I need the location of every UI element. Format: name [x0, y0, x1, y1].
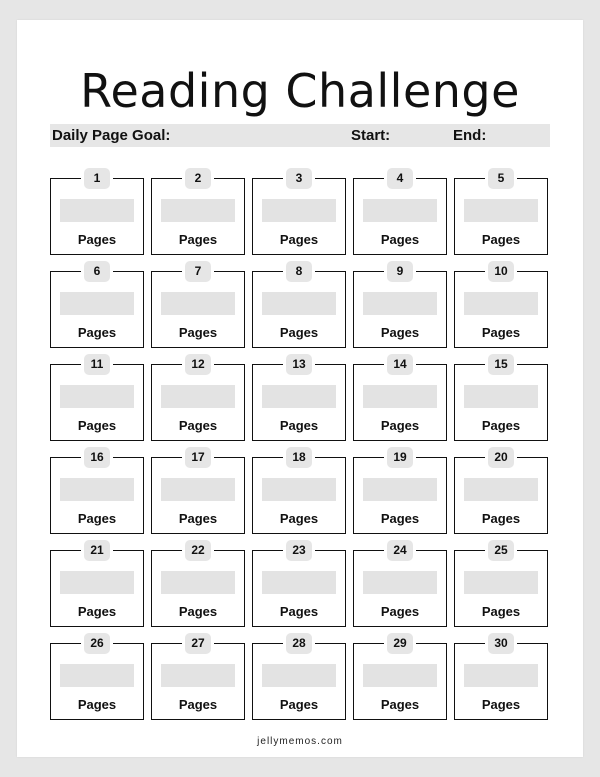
pages-label: Pages: [77, 604, 117, 619]
day-number-badge: 12: [185, 354, 211, 375]
day-number-badge: 9: [387, 261, 413, 282]
day-cell: [353, 264, 447, 348]
pages-entry-field[interactable]: [262, 385, 336, 408]
day-cell: [454, 636, 548, 720]
pages-entry-field[interactable]: [363, 571, 437, 594]
pages-entry-field[interactable]: [464, 571, 538, 594]
pages-label: Pages: [77, 697, 117, 712]
pages-label: Pages: [481, 604, 521, 619]
day-cell: [151, 636, 245, 720]
day-grid: [50, 20, 550, 757]
pages-entry-field[interactable]: [161, 664, 235, 687]
pages-entry-field[interactable]: [464, 292, 538, 315]
pages-label: Pages: [178, 232, 218, 247]
day-cell: [454, 357, 548, 441]
day-number-badge: 17: [185, 447, 211, 468]
pages-label: Pages: [279, 418, 319, 433]
pages-entry-field[interactable]: [363, 664, 437, 687]
day-number-badge: 3: [286, 168, 312, 189]
day-cell: [50, 543, 144, 627]
pages-label: Pages: [481, 418, 521, 433]
day-cell: [50, 357, 144, 441]
pages-label: Pages: [380, 604, 420, 619]
pages-label: Pages: [481, 325, 521, 340]
day-cell: [454, 450, 548, 534]
day-cell: [50, 264, 144, 348]
pages-entry-field[interactable]: [60, 385, 134, 408]
start-label: Start:: [351, 127, 391, 144]
pages-entry-field[interactable]: [262, 199, 336, 222]
pages-label: Pages: [279, 511, 319, 526]
day-number-badge: 20: [488, 447, 514, 468]
pages-entry-field[interactable]: [363, 199, 437, 222]
pages-entry-field[interactable]: [363, 385, 437, 408]
day-number-badge: 21: [84, 540, 110, 561]
day-cell: [151, 357, 245, 441]
day-cell: [454, 264, 548, 348]
pages-label: Pages: [77, 511, 117, 526]
pages-entry-field[interactable]: [60, 478, 134, 501]
pages-entry-field[interactable]: [60, 199, 134, 222]
pages-label: Pages: [178, 325, 218, 340]
day-cell: [252, 543, 346, 627]
day-number-badge: 8: [286, 261, 312, 282]
day-number-badge: 26: [84, 633, 110, 654]
day-cell: [353, 450, 447, 534]
day-number-badge: 4: [387, 168, 413, 189]
pages-entry-field[interactable]: [60, 571, 134, 594]
pages-label: Pages: [481, 511, 521, 526]
pages-entry-field[interactable]: [161, 199, 235, 222]
page-title: Reading Challenge: [80, 64, 520, 118]
pages-entry-field[interactable]: [464, 664, 538, 687]
pages-entry-field[interactable]: [161, 292, 235, 315]
daily-page-goal-label: Daily Page Goal:: [52, 127, 171, 144]
pages-label: Pages: [77, 232, 117, 247]
pages-entry-field[interactable]: [464, 478, 538, 501]
day-cell: [353, 357, 447, 441]
day-number-badge: 6: [84, 261, 110, 282]
pages-label: Pages: [279, 697, 319, 712]
day-number-badge: 18: [286, 447, 312, 468]
day-cell: [50, 636, 144, 720]
day-number-badge: 29: [387, 633, 413, 654]
day-number-badge: 30: [488, 633, 514, 654]
pages-entry-field[interactable]: [161, 571, 235, 594]
pages-label: Pages: [77, 325, 117, 340]
day-cell: [151, 171, 245, 255]
day-number-badge: 22: [185, 540, 211, 561]
day-cell: [353, 636, 447, 720]
pages-label: Pages: [380, 418, 420, 433]
day-cell: [151, 264, 245, 348]
pages-label: Pages: [380, 325, 420, 340]
pages-entry-field[interactable]: [161, 385, 235, 408]
day-number-badge: 25: [488, 540, 514, 561]
day-number-badge: 27: [185, 633, 211, 654]
pages-entry-field[interactable]: [262, 571, 336, 594]
pages-label: Pages: [279, 232, 319, 247]
pages-label: Pages: [178, 697, 218, 712]
day-number-badge: 15: [488, 354, 514, 375]
day-cell: [252, 264, 346, 348]
pages-label: Pages: [380, 697, 420, 712]
day-cell: [151, 543, 245, 627]
pages-label: Pages: [178, 511, 218, 526]
footer-site: jellymemos.com: [257, 736, 343, 747]
day-number-badge: 16: [84, 447, 110, 468]
day-cell: [454, 543, 548, 627]
day-number-badge: 13: [286, 354, 312, 375]
pages-label: Pages: [380, 511, 420, 526]
day-number-badge: 23: [286, 540, 312, 561]
day-cell: [50, 450, 144, 534]
day-number-badge: 28: [286, 633, 312, 654]
day-number-badge: 7: [185, 261, 211, 282]
pages-entry-field[interactable]: [464, 385, 538, 408]
pages-label: Pages: [279, 325, 319, 340]
day-number-badge: 5: [488, 168, 514, 189]
worksheet-page: [17, 20, 583, 757]
pages-label: Pages: [279, 604, 319, 619]
pages-entry-field[interactable]: [363, 478, 437, 501]
pages-label: Pages: [481, 697, 521, 712]
pages-entry-field[interactable]: [363, 292, 437, 315]
day-number-badge: 1: [84, 168, 110, 189]
day-cell: [454, 171, 548, 255]
pages-entry-field[interactable]: [464, 199, 538, 222]
day-number-badge: 10: [488, 261, 514, 282]
day-cell: [353, 171, 447, 255]
day-cell: [151, 450, 245, 534]
pages-entry-field[interactable]: [262, 292, 336, 315]
day-number-badge: 24: [387, 540, 413, 561]
day-number-badge: 19: [387, 447, 413, 468]
pages-label: Pages: [380, 232, 420, 247]
day-number-badge: 14: [387, 354, 413, 375]
day-cell: [353, 543, 447, 627]
day-cell: [252, 357, 346, 441]
pages-entry-field[interactable]: [161, 478, 235, 501]
day-cell: [252, 636, 346, 720]
pages-entry-field[interactable]: [60, 292, 134, 315]
pages-entry-field[interactable]: [262, 664, 336, 687]
day-cell: [252, 171, 346, 255]
day-number-badge: 11: [84, 354, 110, 375]
pages-label: Pages: [178, 604, 218, 619]
pages-label: Pages: [77, 418, 117, 433]
end-label: End:: [453, 127, 487, 144]
day-cell: [252, 450, 346, 534]
day-cell: [50, 171, 144, 255]
pages-label: Pages: [481, 232, 521, 247]
day-number-badge: 2: [185, 168, 211, 189]
pages-entry-field[interactable]: [60, 664, 134, 687]
pages-entry-field[interactable]: [262, 478, 336, 501]
pages-label: Pages: [178, 418, 218, 433]
